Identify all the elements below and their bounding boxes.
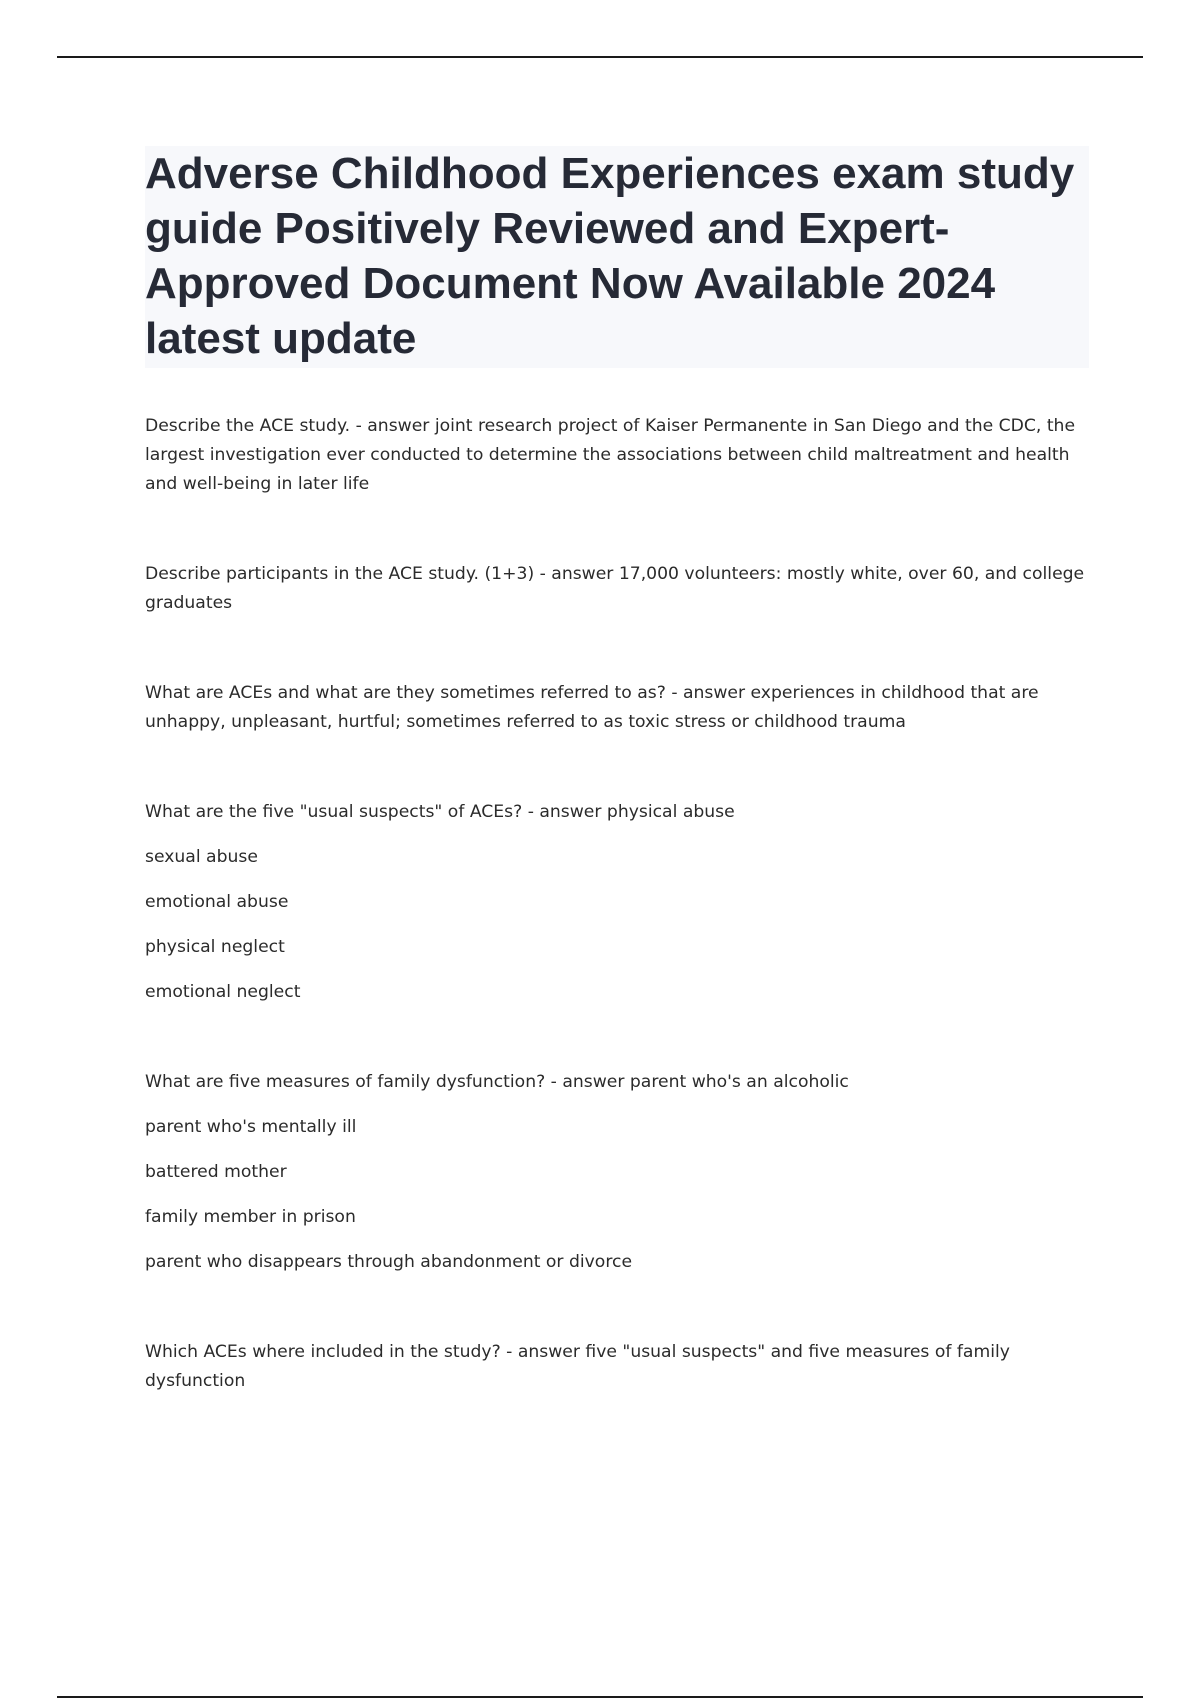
qa-item xyxy=(145,798,1085,1007)
answer-list-item: parent who disappears through abandonment or divorce xyxy=(145,1252,633,1272)
answer-text: five "usual suspects" and five measures of family dysfunction xyxy=(145,1342,1010,1391)
question-text: What are the five "usual suspects" of ACEs? xyxy=(145,802,523,822)
qa-item xyxy=(145,1338,1085,1396)
qa-first-line xyxy=(145,1338,1085,1396)
qa-first-line xyxy=(145,412,1085,499)
question-text: Describe participants in the ACE study. (1+3) xyxy=(145,564,535,584)
qa-item xyxy=(145,679,1085,737)
qa-item xyxy=(145,1068,1085,1277)
answer-marker: - answer xyxy=(545,1072,630,1092)
answer-marker: - answer xyxy=(534,564,619,584)
answer-marker: - answer xyxy=(665,683,751,703)
answer-text: physical abuse xyxy=(606,802,735,822)
top-rule xyxy=(57,56,1143,58)
answer-list-item: physical neglect xyxy=(145,937,285,957)
answer-list-item: family member in prison xyxy=(145,1207,356,1227)
answer-text: experiences in childhood that are unhappy, unpleasant, hurtful; sometimes referred to as toxic stress or childhood trauma xyxy=(145,683,1039,732)
answer-text: parent who's an alcoholic xyxy=(629,1072,849,1092)
qa-first-line xyxy=(145,679,1085,737)
question-text: What are five measures of family dysfunction? xyxy=(145,1072,546,1092)
answer-text: joint research project of Kaiser Permanente in San Diego and the CDC, the largest investigation ever conducted to determine the associations between child maltreatment and health and well-being in later life xyxy=(145,416,1076,494)
answer-list-item: battered mother xyxy=(145,1162,287,1182)
answer-list-item: parent who's mentally ill xyxy=(145,1117,357,1137)
qa-first-line xyxy=(145,1068,1085,1097)
answer-list-item: sexual abuse xyxy=(145,847,258,867)
answer-marker: - answer xyxy=(522,802,607,822)
answer-list-item: emotional neglect xyxy=(145,982,301,1002)
question-text: Which ACEs where included in the study? xyxy=(145,1342,501,1362)
answer-marker: - answer xyxy=(350,416,435,436)
document-title: Adverse Childhood Experiences exam study guide Positively Reviewed and Expert-Approved Document Now Available 2024 latest update xyxy=(145,149,1075,363)
bottom-rule xyxy=(57,1696,1143,1698)
qa-first-line xyxy=(145,798,1085,827)
question-text: What are ACEs and what are they sometimes referred to as? xyxy=(145,683,666,703)
qa-list xyxy=(145,412,1085,1396)
title-box xyxy=(145,146,1089,368)
answer-list-item: emotional abuse xyxy=(145,892,289,912)
qa-item xyxy=(145,412,1085,499)
answer-marker: - answer xyxy=(500,1342,586,1362)
answer-text: 17,000 volunteers: mostly white, over 60, and college graduates xyxy=(145,564,1085,613)
question-text: Describe the ACE study. xyxy=(145,416,351,436)
qa-first-line xyxy=(145,560,1085,618)
qa-item xyxy=(145,560,1085,618)
